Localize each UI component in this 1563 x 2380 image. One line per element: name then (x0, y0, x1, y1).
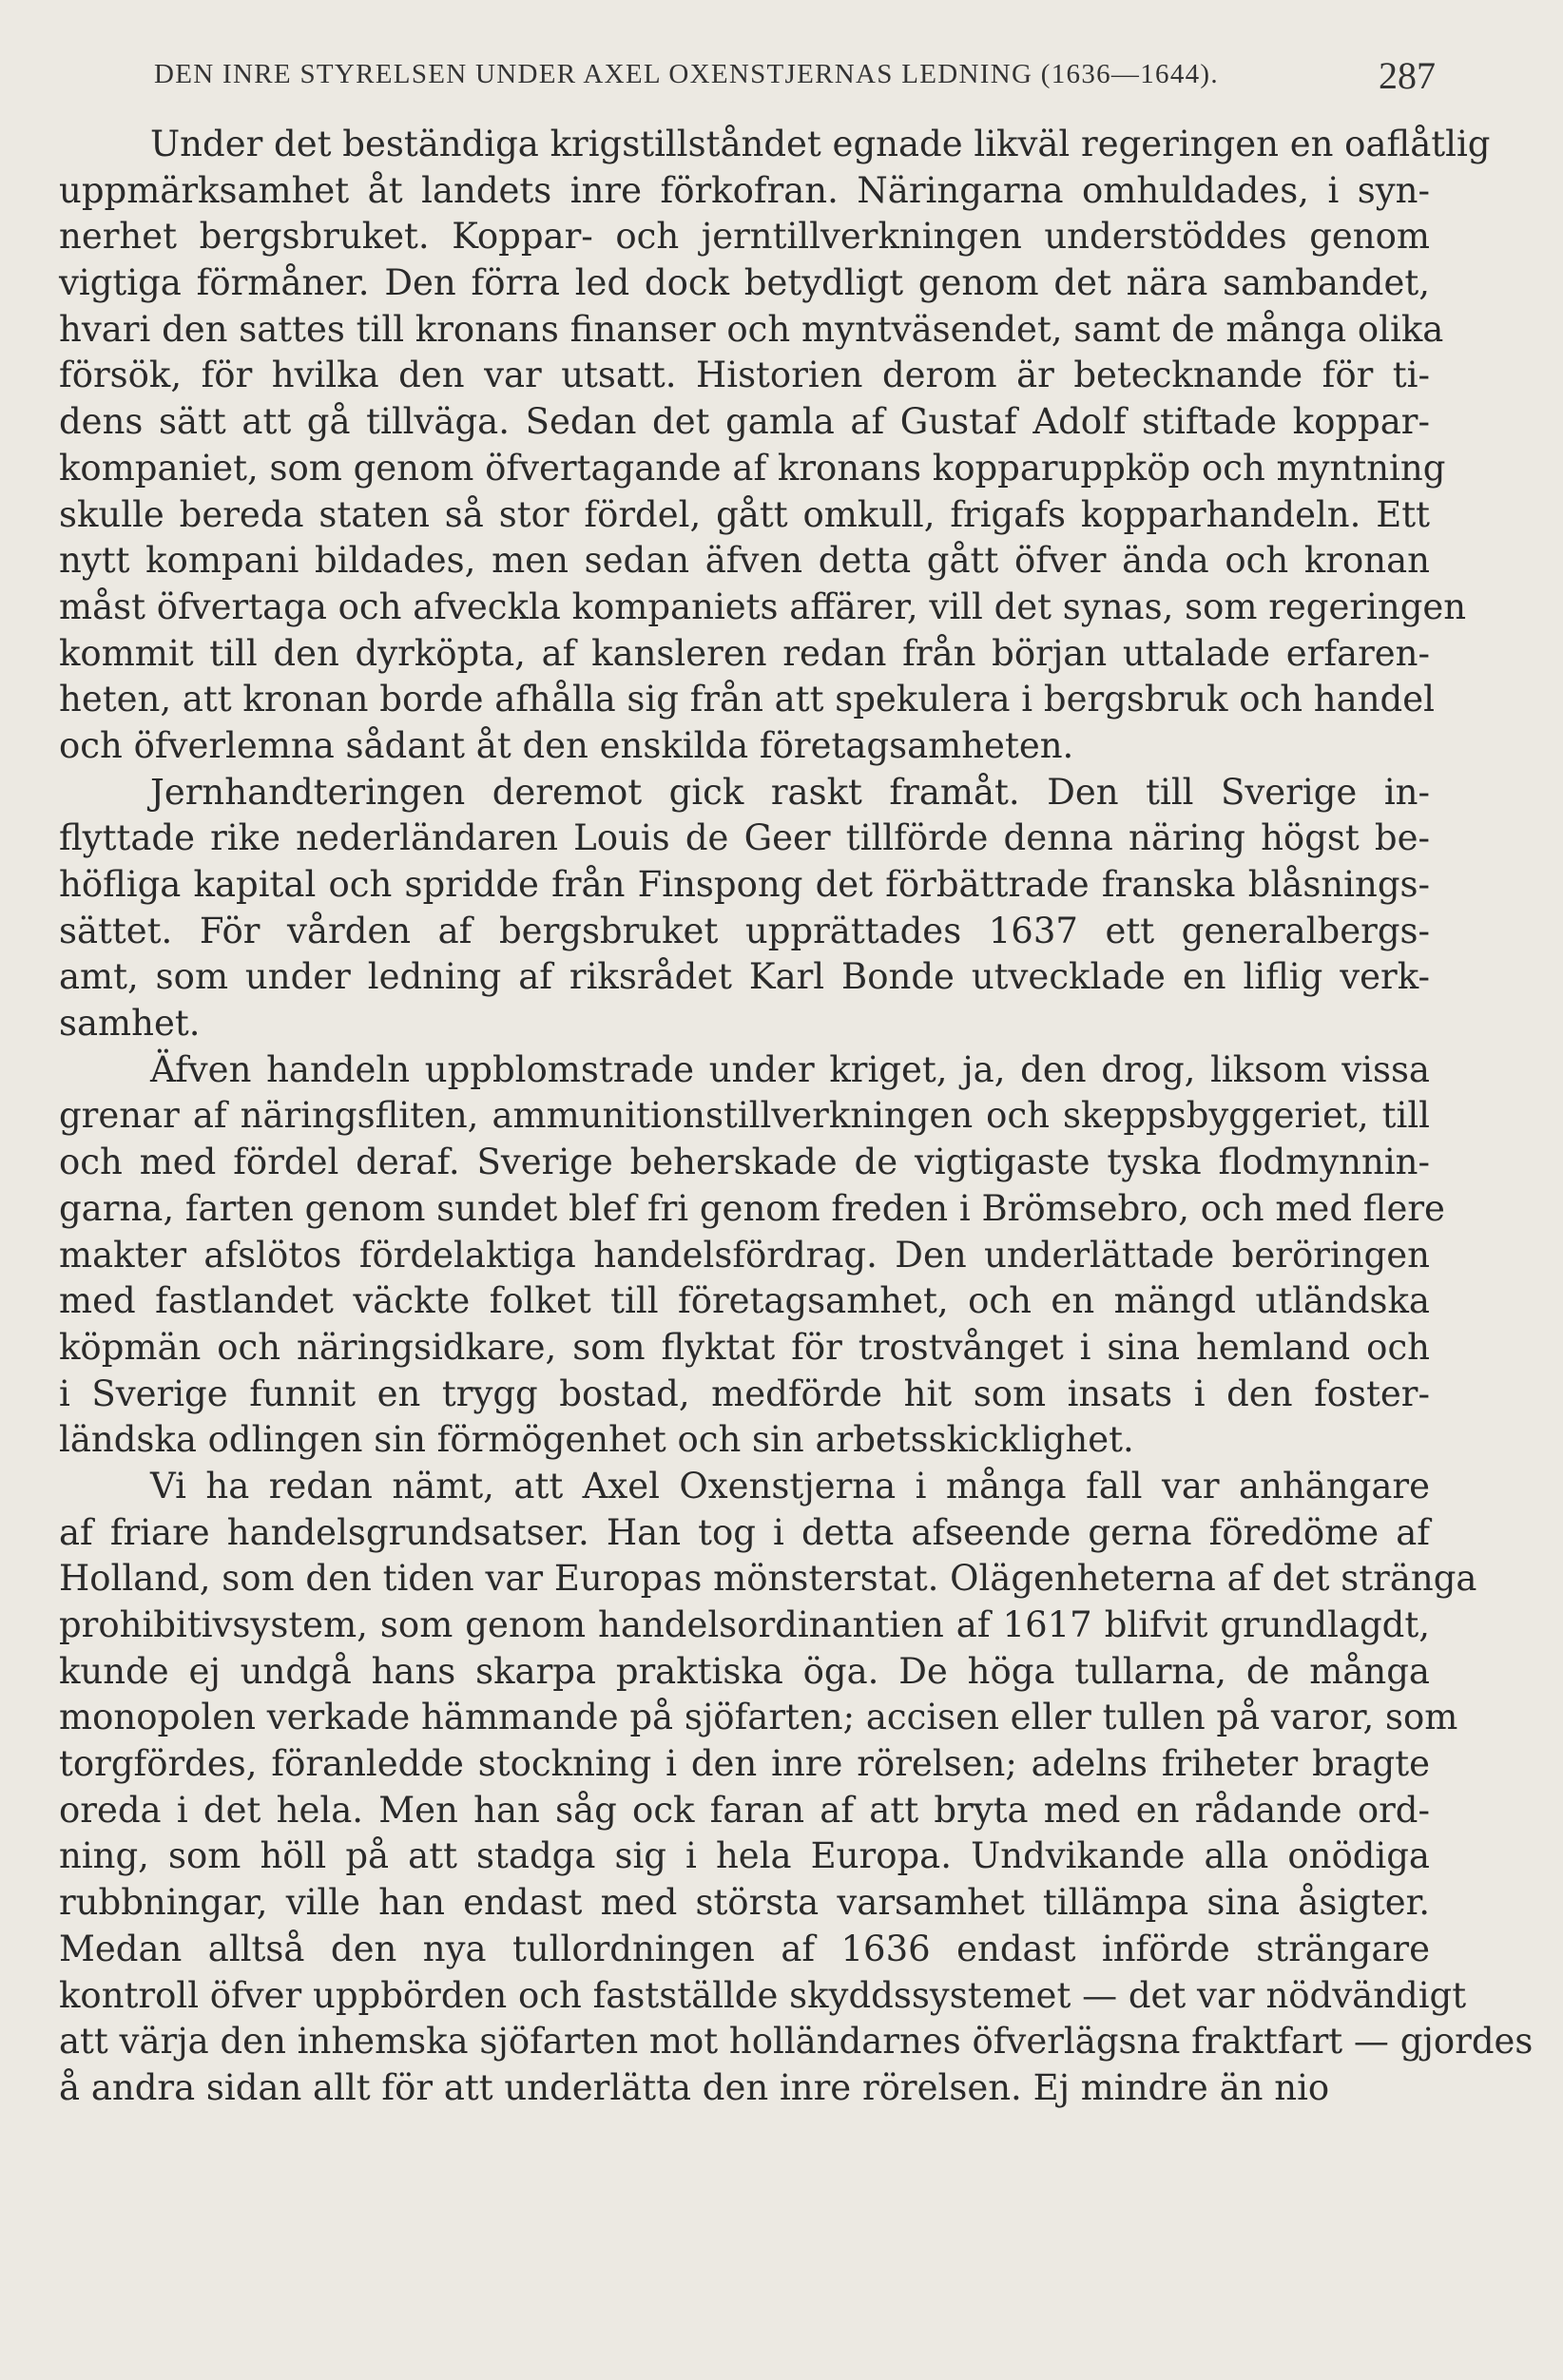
paragraph (59, 770, 1430, 1047)
running-head: DEN INRE STYRELSEN UNDER AXEL OXENSTJERNAS LEDNING (1636—1644). (154, 59, 1219, 89)
text-line: Holland, som den tiden var Europas mönsterstat. Olägenheterna af det stränga (59, 1558, 1477, 1600)
text-line: makter afslötos fördelaktiga handelsfördrag. Den underlättade beröringen (59, 1234, 1430, 1276)
text-line: kontroll öfver uppbörden och fastställde skyddssystemet — det var nödvändigt (59, 1974, 1467, 2016)
text-line: vigtiga förmåner. Den förra led dock betydligt genom det nära sambandet, (59, 262, 1430, 304)
text-line: kunde ej undgå hans skarpa praktiska öga. De höga tullarna, de många (59, 1650, 1430, 1692)
text-line: med fastlandet väckte folket till företagsamhet, och en mängd utländska (59, 1280, 1430, 1322)
text-line: grenar af näringsfliten, ammunitionstillverkningen och skeppsbyggeriet, till (59, 1095, 1430, 1137)
text-line: sättet. För vården af bergsbruket upprättades 1637 ett generalbergs- (59, 910, 1430, 951)
page-number: 287 (1379, 54, 1436, 97)
text-line: heten, att kronan borde afhålla sig från att spekulera i bergsbruk och handel (59, 679, 1435, 720)
text-line: nytt kompani bildades, men sedan äfven detta gått öfver ända och kronan (59, 540, 1430, 582)
text-line: af friare handelsgrundsatser. Han tog i detta afseende gerna föredöme af (59, 1511, 1430, 1553)
text-line: flyttade rike nederländaren Louis de Geer tillförde denna näring högst be- (59, 817, 1430, 859)
page-header (133, 55, 1436, 103)
text-line: att värja den inhemska sjöfarten mot holländarnes öfverlägsna fraktfart — gjordes (59, 2021, 1534, 2063)
text-line: torgfördes, föranledde stockning i den inre rörelsen; adelns friheter bragte (59, 1743, 1430, 1785)
text-line: skulle bereda staten så stor fördel, gått omkull, frigafs kopparhandeln. Ett (59, 493, 1430, 535)
text-line: och med fördel deraf. Sverige beherskade de vigtigaste tyska flodmynnin- (59, 1142, 1430, 1183)
text-line: dens sätt att gå tillväga. Sedan det gamla af Gustaf Adolf stiftade koppar- (59, 401, 1430, 443)
text-line: och öfverlemna sådant åt den enskilda företagsamheten. (59, 724, 1074, 766)
text-line: Äfven handeln uppblomstrade under kriget, ja, den drog, liksom vissa (150, 1048, 1430, 1090)
text-line: Medan alltså den nya tullordningen af 1636 endast införde strängare (59, 1928, 1430, 1969)
text-line: Under det beständiga krigstillståndet egnade likväl regeringen en oaflåtlig (150, 124, 1491, 164)
text-line: kommit till den dyrköpta, af kansleren redan från början uttalade erfaren- (59, 632, 1430, 674)
text-line: uppmärksamhet åt landets inre förkofran. Näringarna omhuldades, i syn- (59, 169, 1430, 211)
text-line: försök, för hvilka den var utsatt. Historien derom är betecknande för ti- (59, 355, 1430, 396)
text-line: garna, farten genom sundet blef fri genom freden i Brömsebro, och med flere (59, 1187, 1445, 1229)
text-line: måst öfvertaga och afveckla kompaniets affärer, vill det synas, som regeringen (59, 585, 1467, 627)
text-line: ländska odlingen sin förmögenhet och sin arbetsskicklighet. (59, 1419, 1134, 1461)
text-line: prohibitivsystem, som genom handelsordinantien af 1617 blifvit grundlagdt, (59, 1604, 1430, 1645)
paragraph (59, 122, 1491, 770)
paragraph (59, 1047, 1445, 1464)
text-line: höfliga kapital och spridde från Finspong det förbättrade franska blåsnings- (59, 864, 1430, 905)
text-line: nerhet bergsbruket. Koppar- och jerntillverkningen understöddes genom (59, 216, 1430, 258)
text-line: Jernhandteringen deremot gick raskt framåt. Den till Sverige in- (150, 771, 1430, 813)
text-line: amt, som under ledning af riksrådet Karl Bonde utvecklade en liflig verk- (59, 956, 1430, 998)
text-line: kompaniet, som genom öfvertagande af kronans kopparuppköp och myntning (59, 447, 1446, 489)
text-line: köpmän och näringsidkare, som flyktat för trostvånget i sina hemland och (59, 1326, 1430, 1368)
text-line: monopolen verkade hämmande på sjöfarten; accisen eller tullen på varor, som (59, 1697, 1458, 1738)
text-line: rubbningar, ville han endast med största varsamhet tillämpa sina åsigter. (59, 1882, 1430, 1924)
text-line: hvari den sattes till kronans finanser och myntväsendet, samt de många olika (59, 308, 1444, 350)
text-line: i Sverige funnit en trygg bostad, medförde hit som insats i den foster- (59, 1372, 1430, 1414)
text-line: å andra sidan allt för att underlätta den inre rörelsen. Ej mindre än nio (59, 2066, 1330, 2108)
text-line: ning, som höll på att stadga sig i hela Europa. Undvikande alla onödiga (59, 1835, 1430, 1877)
body-text (59, 122, 1534, 2112)
paragraph (59, 1464, 1534, 2112)
text-line: samhet. (59, 1003, 201, 1045)
text-line: oreda i det hela. Men han såg ock faran af att bryta med en rådande ord- (59, 1789, 1430, 1831)
text-line: Vi ha redan nämt, att Axel Oxenstjerna i många fall var anhängare (150, 1465, 1430, 1507)
